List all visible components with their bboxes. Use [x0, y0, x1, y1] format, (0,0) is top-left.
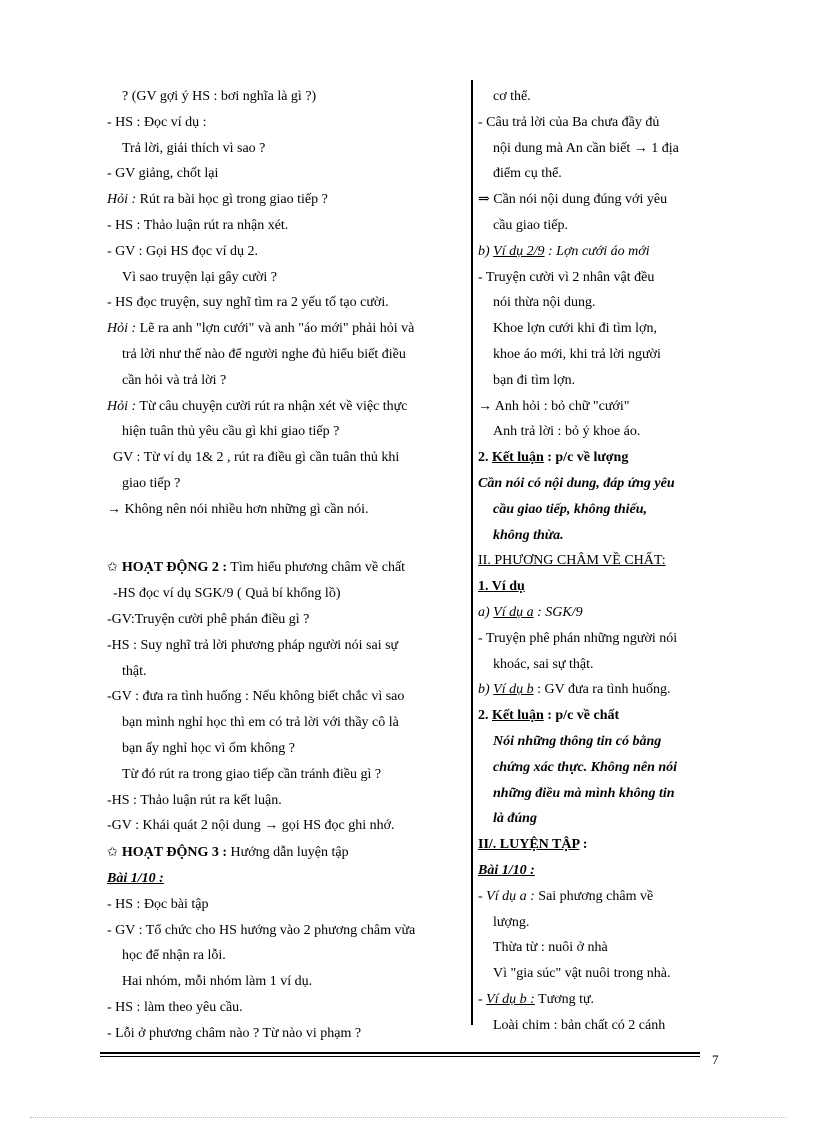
- section-colon: :: [579, 837, 588, 853]
- text-line: hiện tuân thủ yêu cầu gì khi giao tiếp ?: [122, 424, 340, 440]
- star-icon: ✩: [107, 844, 118, 860]
- example-label: Ví dụ 2/9: [493, 243, 545, 259]
- example-title: : GV đưa ra tình huống.: [533, 682, 671, 698]
- example-heading: [478, 884, 708, 910]
- example-prefix: b): [478, 682, 494, 698]
- text-line: nói thừa nội dung.: [493, 295, 596, 311]
- text-line: lượng.: [493, 914, 530, 930]
- example-heading: [478, 239, 708, 265]
- text-line: - GV : Gọi HS đọc ví dụ 2.: [107, 243, 259, 259]
- text-line: -HS đọc ví dụ SGK/9 ( Quả bí khổng lồ): [113, 586, 341, 602]
- text-line: - Truyện cười vì 2 nhân vật đều: [478, 269, 655, 285]
- text-line: bạn ấy nghỉ học vì ốm không ?: [122, 740, 296, 756]
- example-label: Ví dụ b :: [486, 991, 535, 1007]
- conclusion-number: 2.: [478, 450, 492, 466]
- text-line: Trả lời, giải thích vì sao ?: [122, 140, 266, 156]
- text-line: học để nhận ra lỗi.: [122, 948, 226, 964]
- activity-heading: [107, 554, 465, 581]
- example-label: Ví dụ b: [493, 682, 534, 698]
- text-line: khoác, sai sự thật.: [493, 656, 594, 672]
- question-text: Lẽ ra anh "lợn cưới" và anh "áo mới" phải hỏi và: [136, 321, 415, 337]
- text-line: - Lỗi ở phương châm nào ? Từ nào vi phạm ?: [107, 1025, 362, 1041]
- text-line: khoe áo mới, khi trả lời người: [493, 346, 661, 362]
- text-line: Thừa từ : nuôi ở nhà: [493, 940, 608, 956]
- example-heading: [478, 600, 708, 626]
- example-prefix: a): [478, 604, 494, 620]
- text-line: ? (GV gợi ý HS : bơi nghĩa là gì ?): [122, 89, 317, 104]
- exercise-title: Bài 1/10 :: [107, 870, 164, 886]
- text-line: - HS : Thảo luận rút ra nhận xét.: [107, 217, 289, 233]
- text-line: Từ đó rút ra trong giao tiếp cần tránh điều gì ?: [122, 766, 382, 782]
- text-line: nội dung mà An cần biết → 1 địa: [493, 140, 679, 156]
- section-heading: II. PHƯƠNG CHÂM VỀ CHẤT:: [478, 553, 666, 569]
- text-line: GV : Từ ví dụ 1& 2 , rút ra điều gì cần tuân thủ khi: [113, 450, 400, 466]
- example-title: : SGK/9: [533, 604, 583, 620]
- conclusion-topic: : p/c về chất: [543, 708, 620, 724]
- text-line: - HS : làm theo yêu cầu.: [107, 999, 243, 1015]
- star-icon: ✩: [107, 559, 118, 575]
- text-line: - GV giảng, chốt lại: [107, 166, 219, 182]
- right-column: [478, 84, 708, 1038]
- question-label: Hỏi :: [107, 321, 137, 337]
- text-line: Vì sao truyện lại gây cười ?: [122, 269, 277, 285]
- conclusion-heading: [478, 703, 708, 729]
- conclusion-text: Nói những thông tin có bằng: [493, 733, 662, 749]
- question-label: Hỏi :: [107, 398, 137, 414]
- footer-rule: [100, 1056, 700, 1057]
- text-line: trả lời như thế nào để người nghe đủ hiểu biết điều: [122, 346, 406, 362]
- question-text: Rút ra bài học gì trong giao tiếp ?: [136, 192, 328, 208]
- text-line: - HS đọc truyện, suy nghĩ tìm ra 2 yếu tố tạo cười.: [107, 295, 389, 311]
- column-divider: [471, 80, 473, 1025]
- text-line: -GV : Khái quát 2 nội dung → gọi HS đọc ghi nhớ.: [107, 818, 395, 834]
- conclusion-label: Kết luận: [492, 450, 544, 466]
- exercise-title: Bài 1/10 :: [478, 862, 535, 878]
- example-label: Ví dụ a :: [486, 888, 535, 904]
- conclusion-topic: : p/c về lượng: [543, 450, 629, 466]
- conclusion-text: là đúng: [493, 811, 537, 827]
- question-line: [107, 187, 465, 213]
- text-line: cầu giao tiếp.: [493, 217, 569, 233]
- subsection-heading: 1. Ví dụ: [478, 579, 525, 595]
- question-label: Hỏi :: [107, 192, 137, 208]
- example-heading: [478, 677, 708, 703]
- example-text: Tương tự.: [534, 991, 595, 1007]
- text-line: giao tiếp ?: [122, 475, 181, 491]
- text-line: - GV : Tổ chức cho HS hướng vào 2 phương châm vừa: [107, 922, 416, 938]
- text-line: ⇒ Cần nói nội dung đúng với yêu: [478, 192, 668, 208]
- conclusion-text: cầu giao tiếp, không thiếu,: [493, 501, 648, 517]
- text-line: bạn mình nghỉ học thì em có trả lời với thầy cô là: [122, 715, 399, 731]
- question-line: [107, 316, 465, 342]
- text-line: - Truyện phê phán những người nói: [478, 630, 678, 646]
- question-line: [107, 394, 465, 420]
- conclusion-label: Kết luận: [492, 708, 544, 724]
- text-line: Hai nhóm, mỗi nhóm làm 1 ví dụ.: [122, 974, 313, 990]
- bullet: -: [478, 991, 487, 1007]
- conclusion-heading: [478, 445, 708, 471]
- example-prefix: b): [478, 243, 494, 259]
- text-line: Anh trả lời : bỏ ý khoe áo.: [493, 424, 641, 440]
- left-column: [107, 84, 465, 1046]
- text-line: thật.: [122, 663, 147, 679]
- text-line: -HS : Suy nghĩ trả lời phương pháp người nói sai sự: [107, 637, 399, 653]
- text-line: Vì "gia súc" vật nuôi trong nhà.: [493, 966, 671, 982]
- footer-rule: [100, 1052, 700, 1054]
- conclusion-number: 2.: [478, 708, 492, 724]
- text-line: -GV:Truyện cười phê phán điều gì ?: [107, 611, 310, 627]
- text-line: - HS : Đọc ví dụ :: [107, 114, 207, 130]
- activity-title: HOẠT ĐỘNG 3 :: [121, 845, 228, 861]
- page-edge: [30, 1117, 786, 1118]
- text-line: - HS : Đọc bài tập: [107, 896, 209, 912]
- example-label: Ví dụ a: [493, 604, 534, 620]
- section-title: II/. LUYỆN TẬP: [478, 837, 580, 853]
- text-line: điểm cụ thể.: [493, 166, 562, 182]
- conclusion-text: những điều mà mình không tin: [493, 785, 675, 801]
- activity-desc: Hướng dẫn luyện tập: [227, 845, 349, 861]
- text-line: cơ thể.: [493, 89, 531, 104]
- activity-desc: Tìm hiểu phương châm về chất: [227, 560, 406, 576]
- text-line: → Anh hỏi : bỏ chữ "cưới": [478, 398, 630, 414]
- text-line: bạn đi tìm lợn.: [493, 372, 576, 388]
- text-line: Loài chim : bản chất có 2 cánh: [493, 1017, 666, 1033]
- bullet: -: [478, 888, 487, 904]
- text-line: cần hỏi và trả lời ?: [122, 372, 227, 388]
- example-heading: [478, 987, 708, 1013]
- example-text: Sai phương châm về: [534, 888, 654, 904]
- text-line: → Không nên nói nhiều hơn những gì cần nói.: [107, 501, 369, 517]
- conclusion-text: không thừa.: [493, 527, 564, 543]
- question-text: Từ câu chuyện cười rút ra nhận xét về việc thực: [136, 398, 408, 414]
- activity-heading: [107, 839, 465, 866]
- conclusion-text: chứng xác thực. Không nên nói: [493, 759, 678, 775]
- text-line: - Câu trả lời của Ba chưa đầy đủ: [478, 114, 660, 130]
- text-line: Khoe lợn cưới khi đi tìm lợn,: [493, 321, 657, 337]
- example-title: : Lợn cưới áo mới: [544, 243, 650, 259]
- text-line: -HS : Thảo luận rút ra kết luận.: [107, 792, 282, 808]
- page-number: 7: [712, 1052, 719, 1067]
- text-line: -GV : đưa ra tình huống : Nếu không biết chắc vì sao: [107, 689, 405, 705]
- section-heading: [478, 832, 708, 858]
- activity-title: HOẠT ĐỘNG 2 :: [121, 560, 228, 576]
- conclusion-text: Cần nói có nội dung, đáp ứng yêu: [478, 475, 675, 491]
